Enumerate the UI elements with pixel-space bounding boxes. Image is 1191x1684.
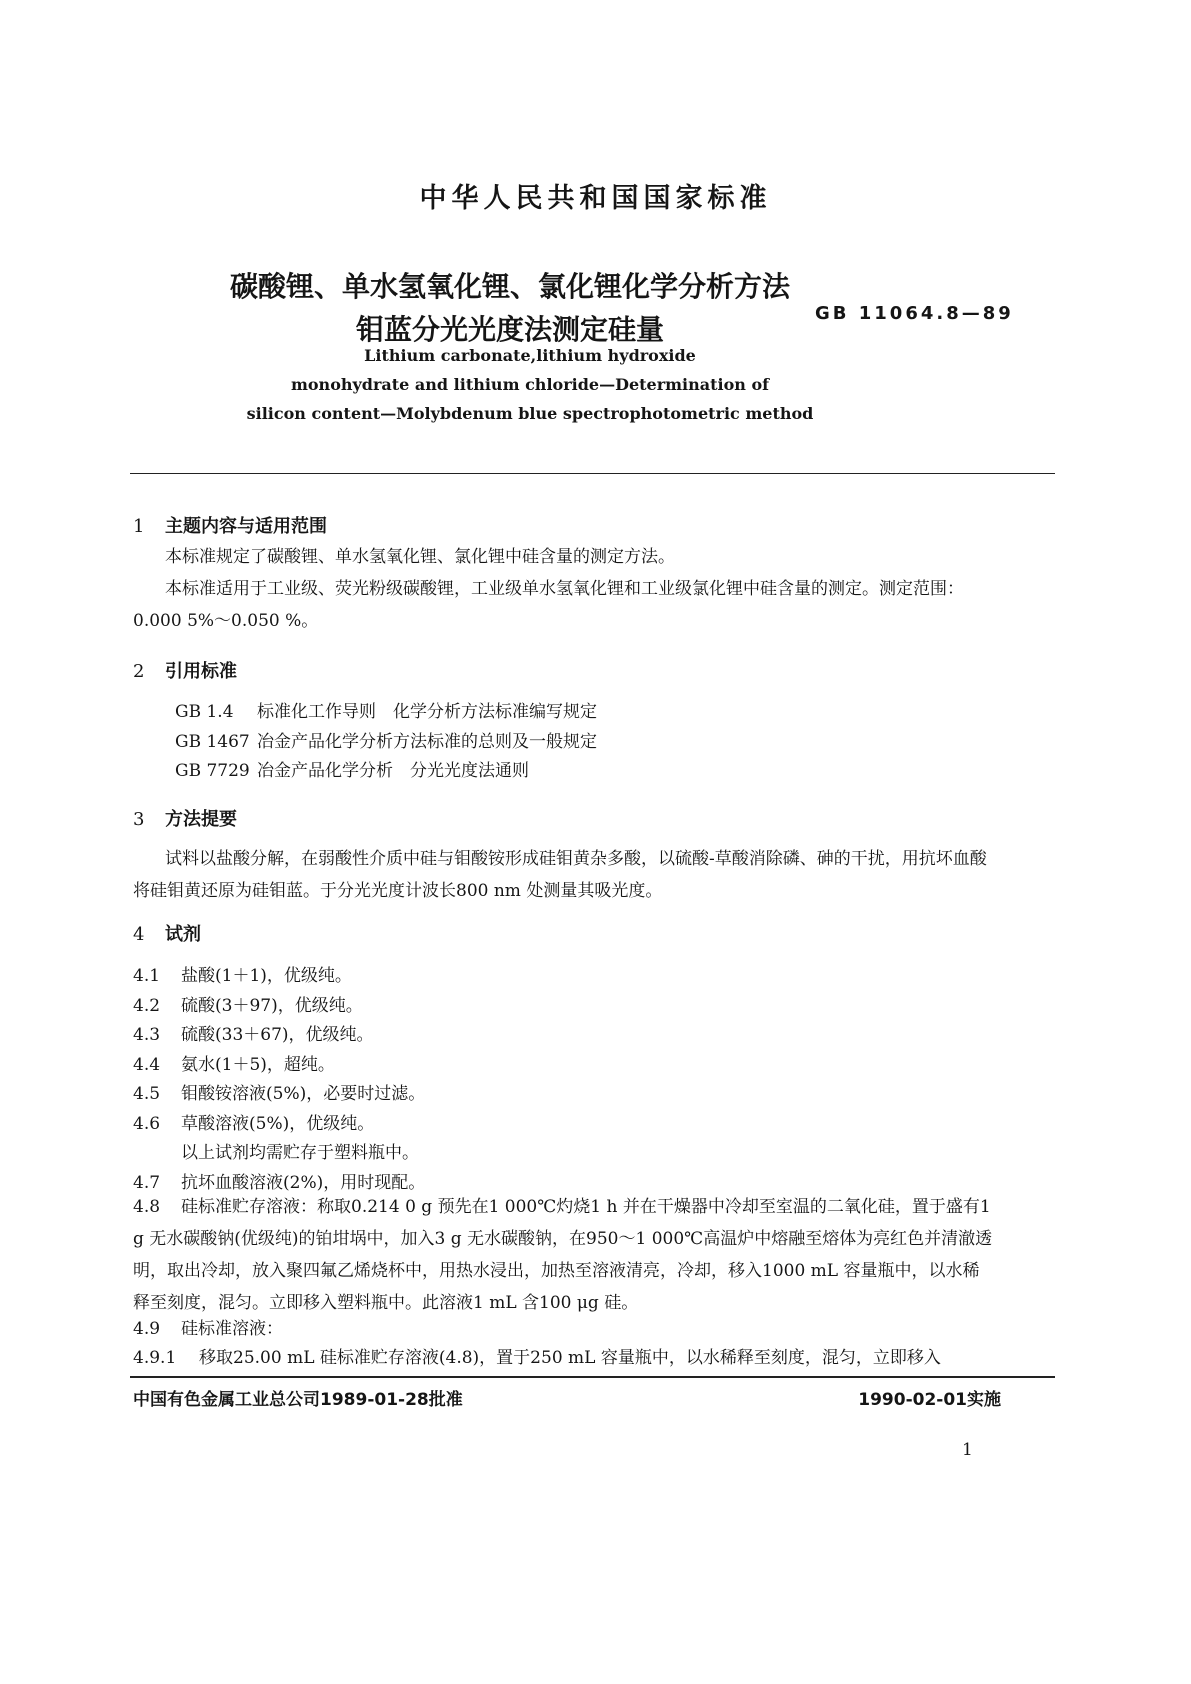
english-title-line1: Lithium carbonate,lithium hydroxide (364, 346, 696, 365)
approval-date: 中国有色金属工业总公司1989-01-28批准 (133, 1390, 463, 1410)
reagent-number: 4.9 (133, 1319, 161, 1339)
reagent-text: 硅标准贮存溶液：称取0.214 0 g 预先在1 000℃灼烧1 h 并在干燥器中冷却至室温的二氧化硅，置于盛有1 g 无水碳酸钠(优级纯)的铂坩埚中，加入3 g 无水碳酸钠，在950～1 000℃高温炉中熔融至熔体为亮红色并清澈透明，取出冷却，放入聚四氟乙烯烧杯中，用热水浸出，加热至溶液清亮，冷却，移入1000 mL 容量瓶中，以水稀释至刻度，混匀。立即移入塑料瓶中。此溶液1 mL 含100 μg 硅。 (133, 1197, 993, 1313)
reagent-text: 硫酸(3＋97)，优级纯。 (181, 996, 363, 1016)
section-1-para-1: 本标准规定了碳酸锂、单水氢氧化锂、氯化锂中硅含量的测定方法。 (165, 547, 675, 567)
reagent-text: 移取25.00 mL 硅标准贮存溶液(4.8)，置于250 mL 容量瓶中，以水稀释至刻度，混匀，立即移入 (199, 1348, 941, 1368)
section-2-heading (133, 657, 237, 683)
section-2-number: 2 (133, 661, 145, 682)
reagent-item (133, 961, 352, 986)
section-3-number: 3 (133, 809, 145, 830)
section-3-para: 试料以盐酸分解，在弱酸性介质中硅与钼酸铵形成硅钼黄杂多酸，以硫酸-草酸消除磷、砷的干扰，用抗坏血酸将硅钼黄还原为硅钼蓝。于分光光度计波长800 nm 处测量其吸光度。 (133, 849, 987, 901)
section-4-heading (133, 920, 201, 946)
section-3-title: 方法提要 (165, 809, 237, 830)
org-title: 中华人民共和国国家标准 (419, 183, 772, 214)
reagent-item (133, 1050, 335, 1075)
reagent-text: 盐酸(1＋1)，优级纯。 (181, 966, 352, 986)
reagent-text: 硅标准溶液： (181, 1319, 283, 1339)
doc-title-line2: 钼蓝分光光度法测定硅量 (355, 313, 664, 346)
reagent-number: 4.4 (133, 1055, 161, 1075)
reagent-text: 抗坏血酸溶液(2%)，用时现配。 (181, 1173, 426, 1193)
reference-text: 冶金产品化学分析方法标准的总则及一般规定 (257, 732, 597, 752)
reagent-item (133, 991, 363, 1016)
standard-code: GB 11064.8—89 (815, 303, 1014, 324)
reference-code: GB 1.4 (175, 702, 234, 722)
reagent-number: 4.3 (133, 1025, 161, 1045)
reference-code: GB 7729 (175, 761, 250, 781)
doc-title-line1: 碳酸锂、单水氢氧化锂、氯化锂化学分析方法 (229, 270, 790, 303)
reference-code: GB 1467 (175, 732, 250, 752)
reagent-number: 4.9.1 (133, 1348, 177, 1368)
reference-text: 冶金产品化学分析 分光光度法通则 (257, 761, 529, 781)
section-1-title: 主题内容与适用范围 (165, 516, 327, 537)
page-number: 1 (962, 1440, 973, 1460)
reagent-item (133, 1020, 374, 1045)
english-title-line3: silicon content—Molybdenum blue spectrophotometric method (246, 404, 814, 423)
section-3-heading (133, 805, 237, 831)
reagent-item-long (133, 1191, 995, 1319)
reference-item (175, 697, 597, 722)
reagent-item (133, 1343, 941, 1368)
section-1-number: 1 (133, 516, 145, 537)
section-2-title: 引用标准 (165, 661, 237, 682)
reagent-number: 4.6 (133, 1114, 161, 1134)
reagent-item (133, 1109, 374, 1134)
reference-text: 标准化工作导则 化学分析方法标准编写规定 (257, 702, 597, 722)
reagent-item (133, 1168, 425, 1193)
section-4-title: 试剂 (165, 924, 201, 945)
section-4-number: 4 (133, 924, 145, 945)
storage-note: 以上试剂均需贮存于塑料瓶中。 (181, 1143, 419, 1163)
reagent-text: 硫酸(33＋67)，优级纯。 (181, 1025, 374, 1045)
footer-rule (130, 1376, 1055, 1378)
reference-item (175, 727, 597, 752)
effective-date: 1990-02-01实施 (858, 1390, 1001, 1410)
section-1-heading (133, 512, 327, 538)
english-title-line2: monohydrate and lithium chloride—Determination of (290, 375, 770, 394)
section-1-para-2: 本标准适用于工业级、荧光粉级碳酸锂，工业级单水氢氧化锂和工业级氯化锂中硅含量的测定。测定范围：0.000 5%～0.050 %。 (133, 579, 964, 631)
header-rule (130, 473, 1055, 474)
reagent-item (133, 1314, 283, 1339)
reagent-number: 4.1 (133, 966, 161, 986)
reagent-item (133, 1079, 425, 1104)
reagent-text: 氨水(1＋5)，超纯。 (181, 1055, 335, 1075)
reference-item (175, 756, 529, 781)
reagent-number: 4.2 (133, 996, 161, 1016)
reagent-number: 4.7 (133, 1173, 161, 1193)
reagent-number: 4.5 (133, 1084, 161, 1104)
reagent-text: 草酸溶液(5%)，优级纯。 (181, 1114, 375, 1134)
reagent-text: 钼酸铵溶液(5%)，必要时过滤。 (181, 1084, 426, 1104)
reagent-number: 4.8 (133, 1197, 161, 1217)
